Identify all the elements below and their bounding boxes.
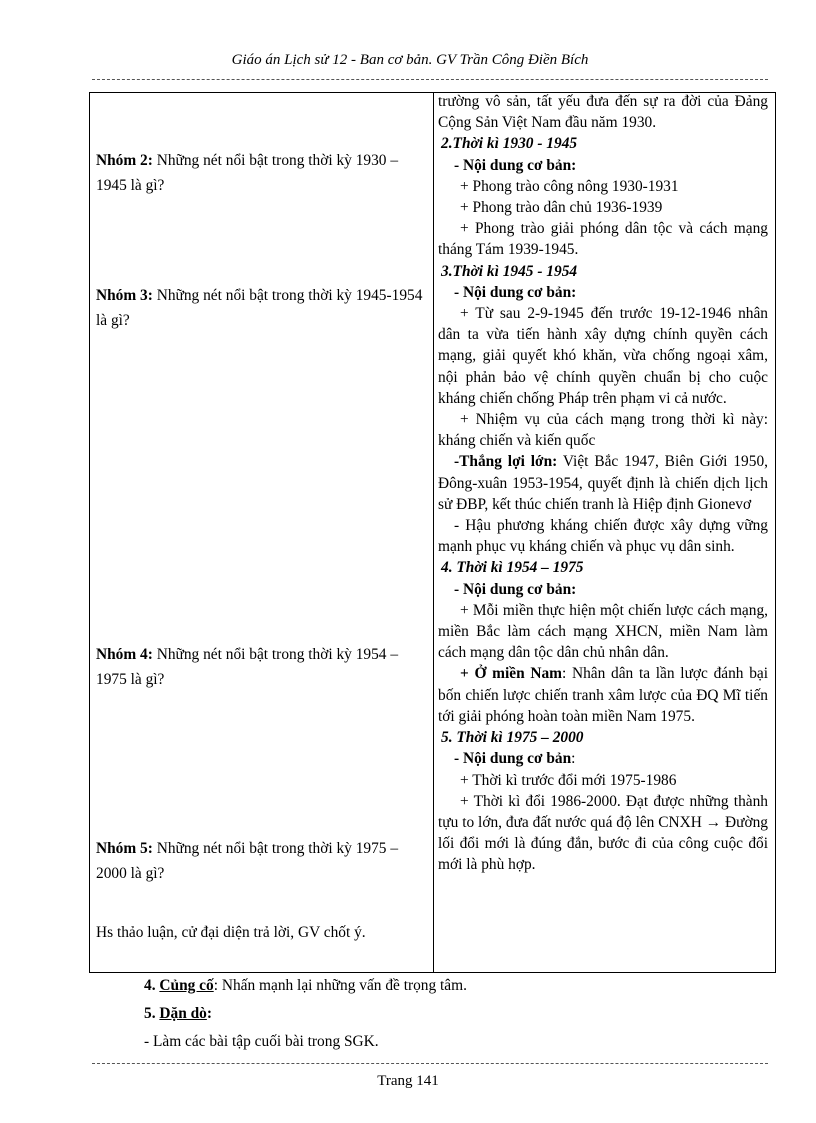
content-label: - Nội dung cơ bản: [454,580,577,598]
list-item: + Phong trào dân chủ 1936-1939 [460,199,663,217]
homework-section [144,1004,212,1024]
south-paragraph [438,663,768,727]
header-divider [92,79,768,80]
discussion-note: Hs thảo luận, cử đại diện trả lời, GV chốt ý. [96,924,366,941]
footer-divider [92,1063,768,1064]
consolidate-section [144,976,467,996]
period-4-heading: 4. Thời kì 1954 – 1975 [441,559,584,577]
intro-paragraph: trường vô sản, tất yếu đưa đến sự ra đời của Đảng Cộng Sản Việt Nam đầu năm 1930. [438,93,768,132]
content-label: - Nội dung cơ bản: [454,156,577,174]
section-colon: : [206,1005,213,1022]
section-label: Củng cố [159,977,214,994]
list-item [438,791,768,876]
period-3-heading: 3.Thời kì 1945 - 1954 [441,262,578,280]
group-label: Nhóm 5: [96,840,153,857]
victory-paragraph [438,451,768,515]
question-group-5 [96,836,426,886]
rear-paragraph: - Hậu phương kháng chiến được xây dựng vững mạnh phục vụ kháng chiến và phục vụ dân sinh. [438,517,768,556]
question-group-3 [96,283,426,333]
south-text: : Nhân dân ta lần lược đánh bại bốn chiến lược chiến tranh xâm lược của ĐQ Mĩ tiến tới giải phóng hoàn toàn miền Nam 1975. [438,665,769,725]
section-text: : Nhấn mạnh lại những vấn đề trọng tâm. [213,977,467,994]
question-text: Những nét nổi bật trong thời kỳ 1945-1954 là gì? [96,287,423,329]
column-divider [433,93,434,972]
question-text: Những nét nổi bật trong thời kỳ 1975 – 2000 là gì? [96,840,399,882]
period-5-heading: 5. Thời kì 1975 – 2000 [441,729,584,747]
question-group-2 [96,148,426,198]
group-label: Nhóm 2: [96,152,153,169]
list-item: + Phong trào giải phóng dân tộc và cách mạng tháng Tám 1939-1945. [438,220,768,259]
list-item: + Nhiệm vụ của cách mạng trong thời kì này: kháng chiến và kiến quốc [438,411,768,450]
list-item: + Thời kì trước đổi mới 1975-1986 [460,771,677,789]
page-header: Giáo án Lịch sử 12 - Ban cơ bản. GV Trần Công Điền Bích [231,52,589,68]
content-label: - Nội dung cơ bản [454,750,572,768]
lesson-table [89,92,776,973]
section-number: 5. [144,1005,160,1022]
group-label: Nhóm 4: [96,646,153,663]
list-item: + Phong trào công nông 1930-1931 [460,177,679,195]
item-text: + Thời kì đổi 1986-2000. Đạt được những thành tựu to lớn, đưa đất nước quá độ lên CNXH [438,792,768,831]
answer-column [438,91,768,876]
question-text: Những nét nổi bật trong thời kỳ 1954 – 1975 là gì? [96,646,399,688]
victory-label: -Thắng lợi lớn: [454,453,558,471]
page-number: Trang 141 [377,1073,439,1089]
victory-text: Việt Bắc 1947, Biên Giới 1950, Đông-xuân 1953-1954, quyết định là chiến dịch lịch sử ĐBP, kết thúc chiến tranh là Hiệp định Gionevơ [438,453,768,513]
question-text: Những nét nổi bật trong thời kỳ 1930 – 1945 là gì? [96,152,399,194]
period-2-heading: 2.Thời kì 1930 - 1945 [441,135,578,153]
arrow-right-icon: → [705,813,722,831]
section-label: Dặn dò [159,1005,207,1022]
question-group-4 [96,642,426,692]
south-label: + Ở miền Nam [460,665,562,683]
list-item: + Từ sau 2-9-1945 đến trước 19-12-1946 nhân dân ta vừa tiến hành xây dựng chính quyền cách mạng, giải quyết khó khăn, vừa chống ngoại xâm, nội phản bảo vệ chính quyền chuẩn bị cho cuộc kháng chiến chống Pháp trên phạm vi cả nước. [438,305,768,407]
list-item: + Mỗi miền thực hiện một chiến lược cách mạng, miền Bắc làm cách mạng XHCN, miền Nam làm cách mạng dân tộc dân chủ nhân dân. [438,601,768,662]
group-label: Nhóm 3: [96,287,153,304]
homework-text: - Làm các bài tập cuối bài trong SGK. [144,1033,379,1050]
content-colon: : [571,750,576,768]
content-label: - Nội dung cơ bản: [454,283,577,301]
item-text: Đường lối đổi mới là đúng đắn, bước đi của công cuộc đổi mới là phù hợp. [438,813,768,874]
section-number: 4. [144,977,160,994]
